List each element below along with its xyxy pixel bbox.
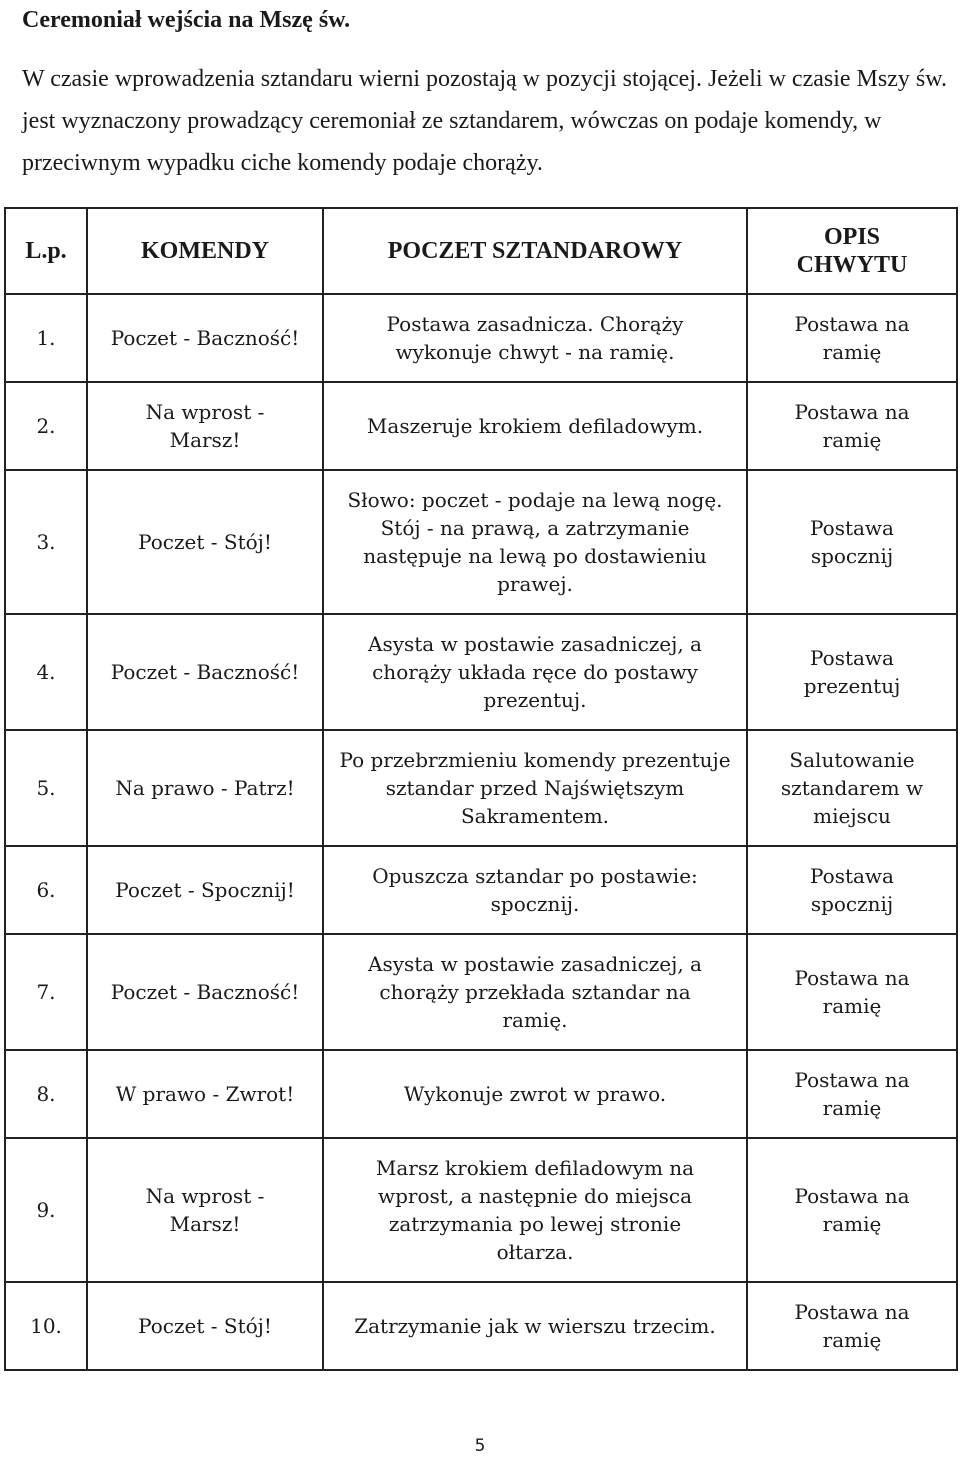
page-heading: Ceremoniał wejścia na Mszę św. (22, 7, 351, 33)
table-row (5, 934, 957, 1050)
cell-command: Poczet - Spocznij! (87, 846, 323, 934)
header-grip-description: OPIS CHWYTU (747, 208, 957, 294)
cell-action: Zatrzymanie jak w wierszu trzecim. (323, 1282, 747, 1370)
cell-command: Poczet - Baczność! (87, 934, 323, 1050)
cell-action: Opuszcza sztandar po postawie: spocznij. (323, 846, 747, 934)
table-row (5, 1282, 957, 1370)
cell-action: Marsz krokiem defiladowym na wprost, a następnie do miejsca zatrzymania po lewej stronie ołtarza. (323, 1138, 747, 1282)
cell-command: Na wprost - Marsz! (87, 1138, 323, 1282)
cell-grip: Salutowanie sztandarem w miejscu (747, 730, 957, 846)
cell-grip: Postawa na ramię (747, 1282, 957, 1370)
cell-action: Po przebrzmieniu komendy prezentuje sztandar przed Najświętszym Sakramentem. (323, 730, 747, 846)
page-number: 5 (474, 1436, 486, 1456)
cell-lp: 5. (5, 730, 87, 846)
ceremony-table (4, 207, 958, 1371)
cell-command: Poczet - Baczność! (87, 294, 323, 382)
cell-lp: 7. (5, 934, 87, 1050)
cell-action: Słowo: poczet - podaje na lewą nogę. Stój - na prawą, a zatrzymanie następuje na lewą po dostawieniu prawej. (323, 470, 747, 614)
cell-lp: 2. (5, 382, 87, 470)
cell-lp: 10. (5, 1282, 87, 1370)
header-commands: KOMENDY (87, 208, 323, 294)
header-color-guard: POCZET SZTANDAROWY (323, 208, 747, 294)
cell-grip: Postawa spocznij (747, 846, 957, 934)
cell-grip: Postawa na ramię (747, 382, 957, 470)
cell-command: Poczet - Stój! (87, 470, 323, 614)
cell-lp: 3. (5, 470, 87, 614)
cell-command: Na wprost - Marsz! (87, 382, 323, 470)
cell-action: Asysta w postawie zasadniczej, a chorąży przekłada sztandar na ramię. (323, 934, 747, 1050)
cell-action: Asysta w postawie zasadniczej, a chorąży układa ręce do postawy prezentuj. (323, 614, 747, 730)
cell-grip: Postawa prezentuj (747, 614, 957, 730)
table-row (5, 846, 957, 934)
cell-grip: Postawa spocznij (747, 470, 957, 614)
cell-lp: 1. (5, 294, 87, 382)
cell-action: Wykonuje zwrot w prawo. (323, 1050, 747, 1138)
table-row (5, 294, 957, 382)
cell-command: Na prawo - Patrz! (87, 730, 323, 846)
cell-command: Poczet - Baczność! (87, 614, 323, 730)
cell-command: W prawo - Zwrot! (87, 1050, 323, 1138)
table-row (5, 382, 957, 470)
cell-grip: Postawa na ramię (747, 934, 957, 1050)
table-header-row (5, 208, 957, 294)
cell-grip: Postawa na ramię (747, 1138, 957, 1282)
table-row (5, 614, 957, 730)
header-lp: L.p. (5, 208, 87, 294)
table-row (5, 730, 957, 846)
cell-command: Poczet - Stój! (87, 1282, 323, 1370)
table-row (5, 470, 957, 614)
table-row (5, 1138, 957, 1282)
cell-action: Postawa zasadnicza. Chorąży wykonuje chwyt - na ramię. (323, 294, 747, 382)
cell-lp: 8. (5, 1050, 87, 1138)
cell-lp: 6. (5, 846, 87, 934)
cell-grip: Postawa na ramię (747, 294, 957, 382)
intro-paragraph: W czasie wprowadzenia sztandaru wierni pozostają w pozycji stojącej. Jeżeli w czasie Mszy św. jest wyznaczony prowadzący ceremoniał ze sztandarem, wówczas on podaje komendy, w przeciwnym wypadku ciche komendy podaje chorąży. (22, 66, 947, 176)
table-row (5, 1050, 957, 1138)
cell-lp: 4. (5, 614, 87, 730)
cell-grip: Postawa na ramię (747, 1050, 957, 1138)
cell-lp: 9. (5, 1138, 87, 1282)
cell-action: Maszeruje krokiem defiladowym. (323, 382, 747, 470)
